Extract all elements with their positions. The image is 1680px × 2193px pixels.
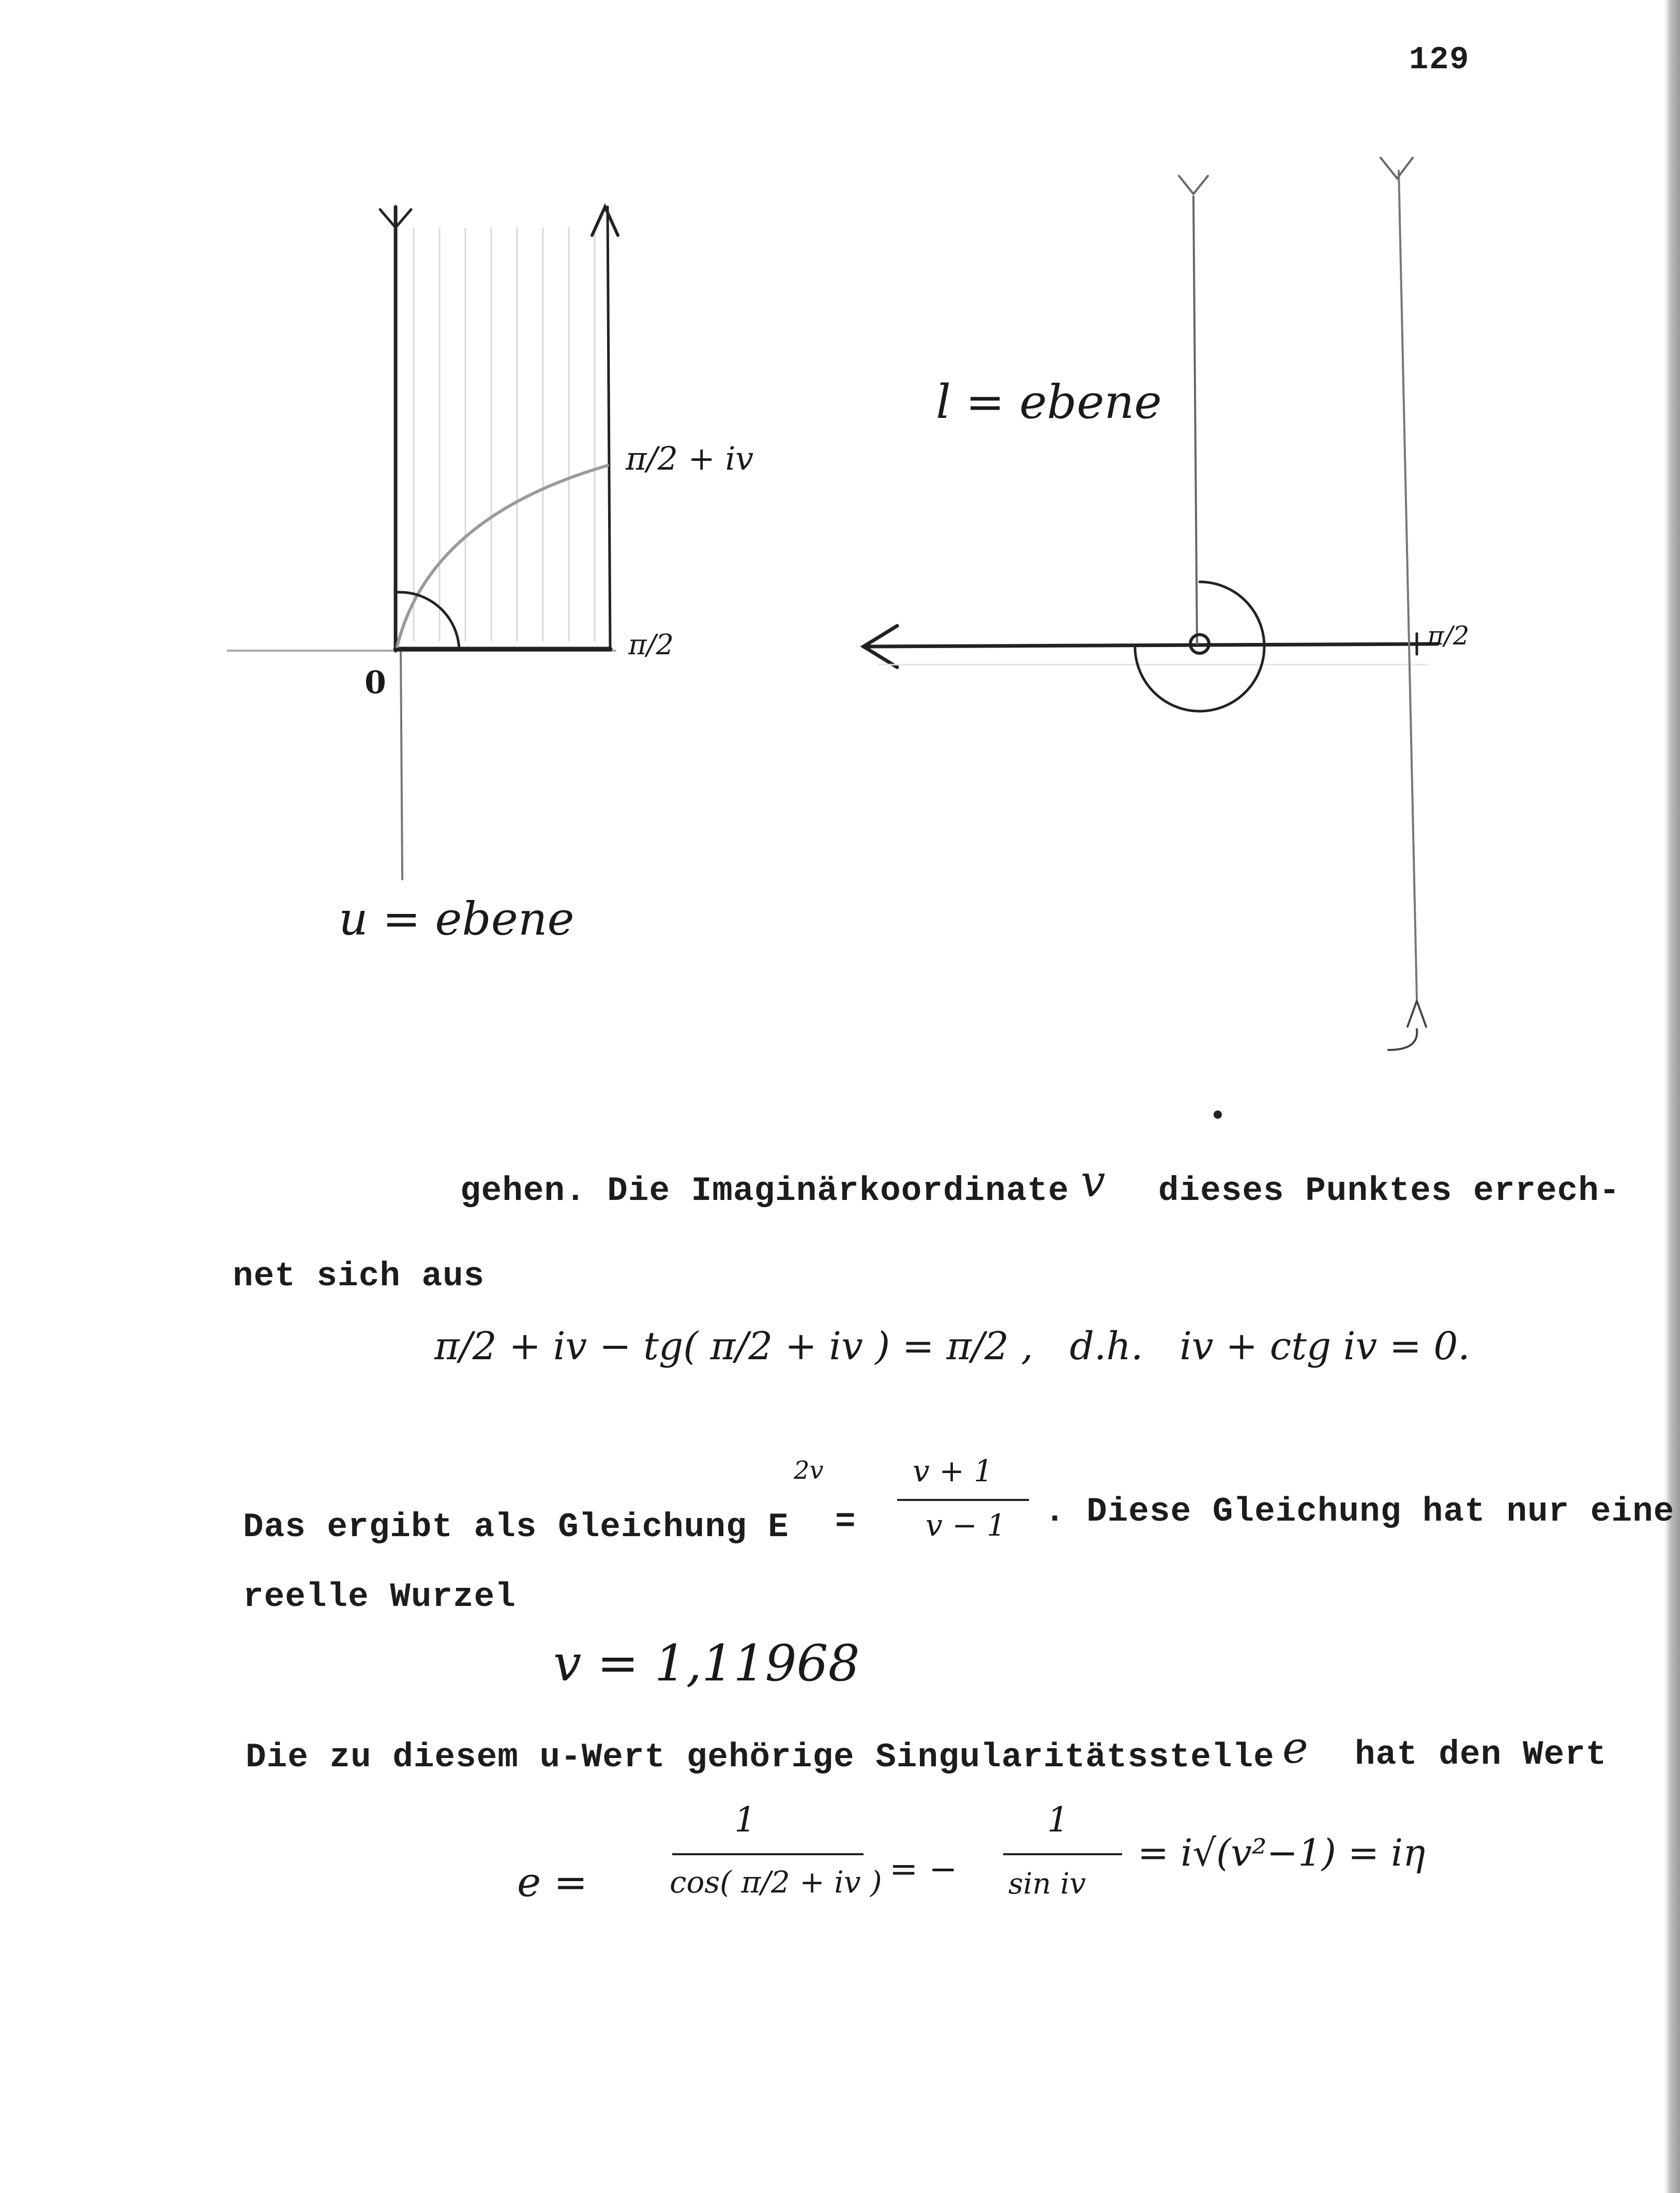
- equation-2: v = 1,11968: [553, 1634, 860, 1692]
- right-vertical-2-arrow: [1381, 158, 1413, 178]
- left-right-edge: [608, 207, 610, 649]
- text-line-3a: Das ergibt als Gleichung E: [243, 1508, 789, 1546]
- equation-3-equals-2: = −: [889, 1849, 958, 1889]
- left-right-arrow: [592, 207, 618, 235]
- equation-3-rest: = i√(v²−1) = iη: [1138, 1831, 1426, 1874]
- right-real-axis: [869, 644, 1437, 647]
- equation-3-lhs: e =: [517, 1859, 588, 1906]
- text-line-3b: . Diese Gleichung hat nur eine: [1045, 1492, 1675, 1531]
- right-figure: [864, 158, 1437, 1050]
- left-curve-end-label: π/2 + iv: [626, 440, 754, 477]
- right-vertical-2: [1399, 171, 1417, 998]
- right-bottom-hook: [1388, 1029, 1417, 1050]
- text-line-1b: dieses Punktes errech-: [1158, 1171, 1621, 1210]
- equation-3-numerator-1: 1: [734, 1800, 756, 1840]
- equation-3-fraction-bar-2: [1003, 1852, 1127, 1857]
- equation-1: π/2 + iv − tg( π/2 + iv ) = π/2 , d.h. iv + ctg iv = 0.: [434, 1324, 1470, 1369]
- text-line-5-e: e: [1282, 1722, 1308, 1773]
- right-vertical-1: [1193, 197, 1197, 644]
- text-line-3-numerator: v + 1: [913, 1453, 993, 1489]
- text-line-3-fraction-bar: [897, 1497, 1032, 1503]
- left-pi-half-label: π/2: [628, 628, 674, 661]
- text-line-5b: hat den Wert: [1355, 1735, 1607, 1774]
- text-line-3-denominator: v − 1: [926, 1508, 1006, 1543]
- left-curve: [397, 465, 608, 647]
- equation-3-denominator-2: sin iv: [1008, 1867, 1086, 1901]
- text-line-3-equals: =: [835, 1503, 856, 1541]
- page-number: 129: [1409, 41, 1470, 78]
- right-figure-caption: l = ebene: [936, 375, 1162, 429]
- left-figure-hatching: [414, 228, 595, 641]
- equation-3-fraction-bar-1: [672, 1852, 869, 1857]
- text-line-3-exponent: 2v: [794, 1456, 824, 1485]
- text-line-1a: gehen. Die Imaginärkoordinate: [460, 1171, 1069, 1210]
- left-origin-label: 0: [365, 665, 386, 701]
- right-vertical-1-arrow: [1179, 176, 1208, 194]
- equation-3-denominator-1: cos( π/2 + iv ): [670, 1865, 882, 1900]
- right-bottom-arrow: [1407, 1001, 1426, 1027]
- stray-dot: [1214, 1110, 1222, 1119]
- left-imag-axis-lower: [401, 651, 402, 879]
- text-line-4: reelle Wurzel: [243, 1578, 516, 1616]
- right-pi-half-label: π/2: [1427, 621, 1470, 651]
- text-line-1-v: v: [1081, 1156, 1106, 1207]
- text-line-5a: Die zu diesem u-Wert gehörige Singularitätsstelle: [246, 1738, 1275, 1777]
- left-figure: [228, 207, 618, 879]
- equation-3-numerator-2: 1: [1047, 1800, 1069, 1840]
- left-figure-caption: u = ebene: [339, 892, 574, 945]
- left-angle-arc: [398, 592, 459, 649]
- text-line-2: net sich aus: [233, 1257, 485, 1296]
